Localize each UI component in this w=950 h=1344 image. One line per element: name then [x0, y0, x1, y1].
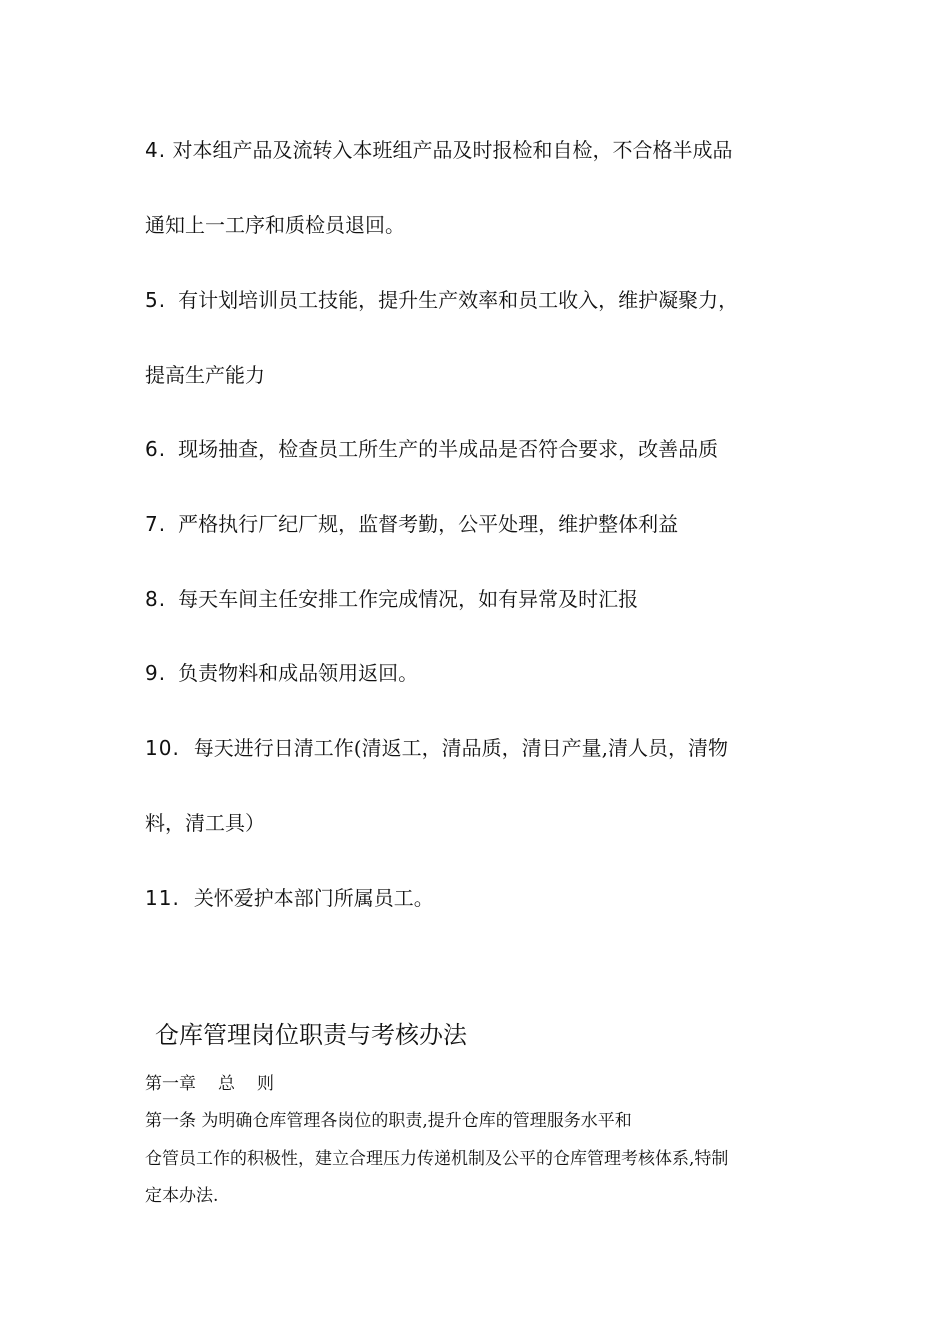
item-text: 每天车间主任安排工作完成情况，如有异常及时汇报: [178, 587, 639, 611]
item-number: 6.: [145, 437, 167, 461]
item-number: 4.: [145, 138, 167, 162]
article-line-1: 第一条 为明确仓库管理各岗位的职责,提升仓库的管理服务水平和: [145, 1111, 632, 1131]
item-number: 10.: [145, 736, 180, 760]
item-text: 现场抽查，检查员工所生产的半成品是否符合要求，改善品质: [178, 437, 719, 461]
chapter-word: 总: [218, 1074, 235, 1094]
item-number: 11.: [145, 886, 180, 910]
item-text: 每天进行日清工作(清返工，清品质，清日产量,清人员，清物: [193, 736, 728, 760]
list-item-8: [145, 586, 638, 612]
item-number: 9.: [145, 661, 167, 685]
list-item-4-line1: [145, 137, 732, 163]
list-item-5-line2: [145, 362, 265, 388]
item-text: 负责物料和成品领用返回。: [178, 661, 419, 685]
chapter-label: 第一章: [145, 1074, 196, 1094]
list-item-9: [145, 660, 418, 686]
item-text: 提高生产能力: [145, 363, 265, 387]
list-item-10-line1: [145, 735, 728, 761]
item-text: 通知上一工序和质检员退回。: [145, 213, 405, 237]
list-item-6: [145, 436, 718, 462]
item-text: 严格执行厂纪厂规，监督考勤，公平处理，维护整体利益: [178, 512, 679, 536]
item-number: 8.: [145, 587, 167, 611]
article-line-2: 仓管员工作的积极性，建立合理压力传递机制及公平的仓库管理考核体系,特制: [145, 1149, 729, 1169]
list-item-11: [145, 885, 434, 911]
item-number: 5.: [145, 288, 167, 312]
list-item-10-line2: [145, 810, 265, 836]
item-text: 料，清工具）: [145, 811, 265, 835]
section-title: 仓库管理岗位职责与考核办法: [155, 1021, 467, 1049]
item-text: 有计划培训员工技能，提升生产效率和员工收入，维护凝聚力，: [178, 288, 739, 312]
list-item-5-line1: [145, 287, 738, 313]
article-line-3: 定本办法.: [145, 1186, 219, 1206]
list-item-4-line2: [145, 212, 405, 238]
item-number: 7.: [145, 512, 167, 536]
list-item-7: [145, 511, 678, 537]
item-text: 对本组产品及流转入本班组产品及时报检和自检，不合格半成品: [172, 138, 733, 162]
item-text: 关怀爱护本部门所属员工。: [193, 886, 434, 910]
chapter-word: 则: [257, 1074, 274, 1094]
chapter-heading: [145, 1073, 274, 1095]
